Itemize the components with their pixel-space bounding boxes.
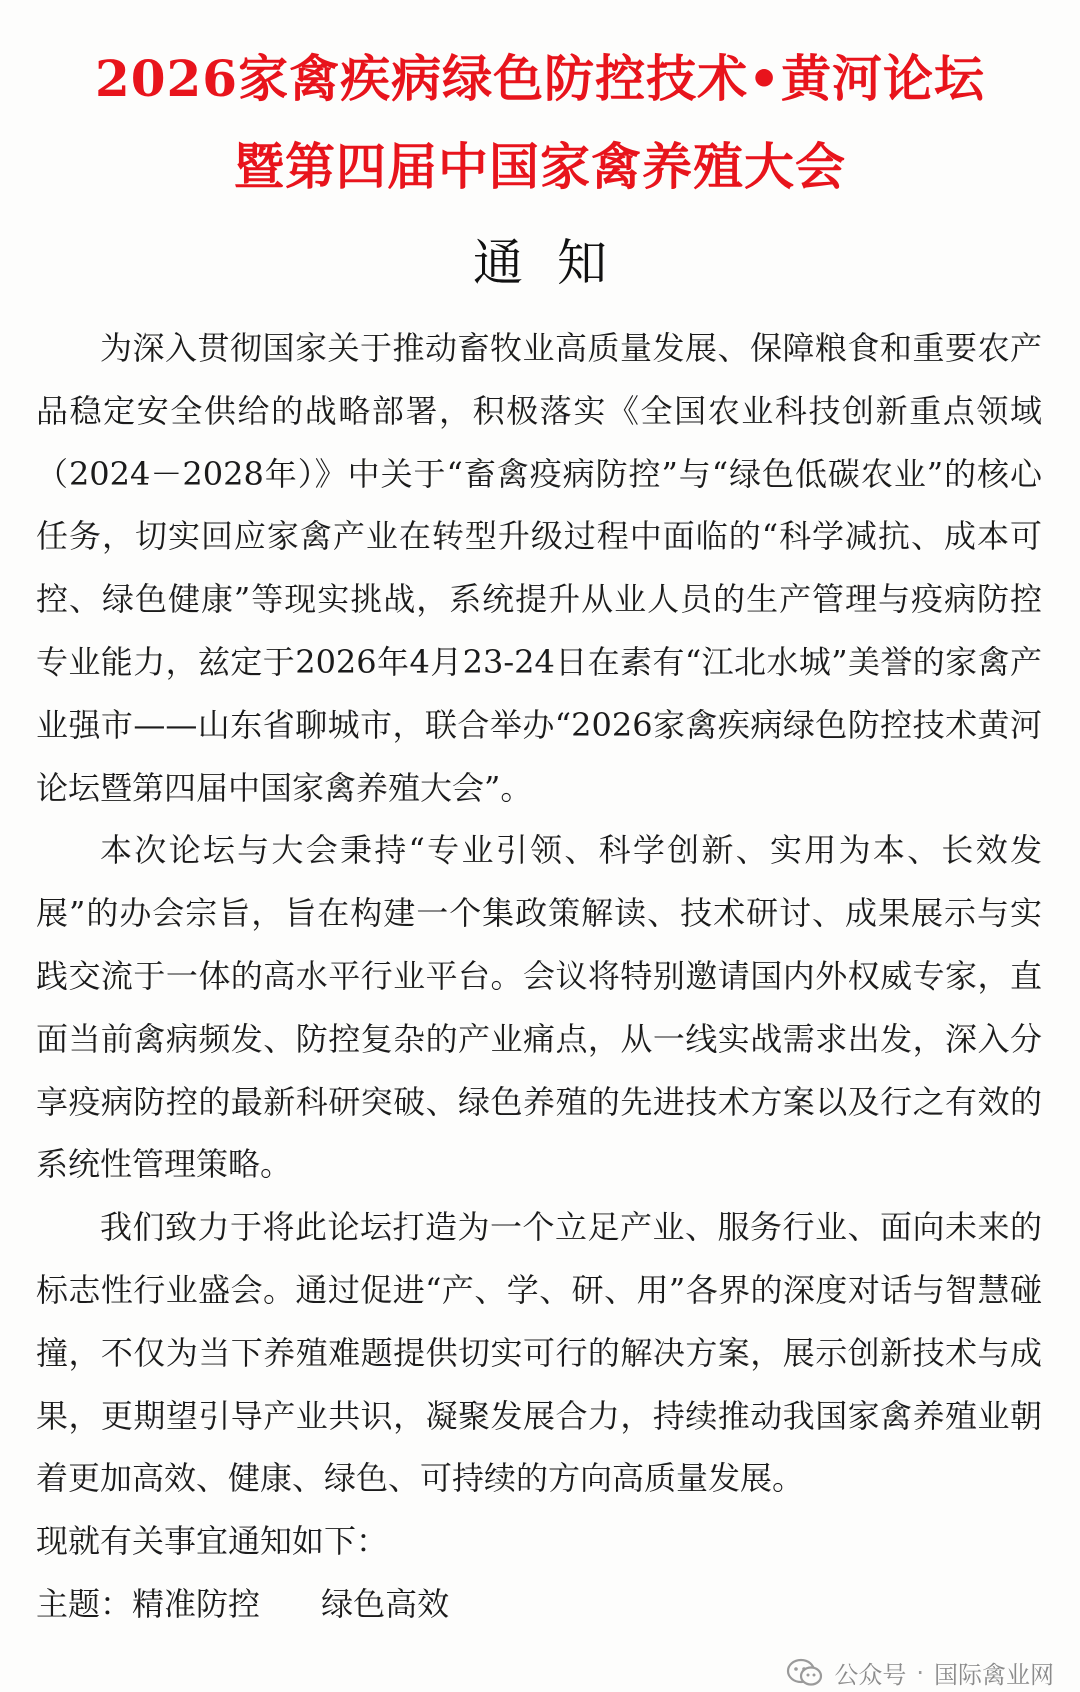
theme-row [36,1573,1042,1636]
title-line-1: 2026家禽疾病绿色防控技术•黄河论坛 [94,49,986,108]
watermark-source: 国际禽业网 [934,1661,1054,1689]
paragraph-2: 本次论坛与大会秉持“专业引领、科学创新、实用为本、长效发展”的办会宗旨，旨在构建一个集政策解读、技术研讨、成果展示与实践交流于一体的高水平行业平台。会议将特别邀请国内外权威专家，直面当前禽病频发、防控复杂的产业痛点，从一线实战需求出发，深入分享疫病防控的最新科研突破、绿色养殖的先进技术方案以及行之有效的系统性管理策略。 [36,831,1042,1184]
watermark-account-label: 公众号 [834,1661,907,1689]
paragraph-3: 我们致力于将此论坛打造为一个立足产业、服务行业、面向未来的标志性行业盛会。通过促进“产、学、研、用”各界的深度对话与智慧碰撞，不仅为当下养殖难题提供切实可行的解决方案，展示创新技术与成果，更期望引导产业共识，凝聚发展合力，持续推动我国家禽养殖业朝着更加高效、健康、绿色、可持续的方向高质量发展。 [36,1208,1042,1498]
notice-body [36,317,1042,1636]
theme-part-2: 绿色高效 [321,1584,450,1623]
theme-part-1: 精准防控 [132,1584,261,1623]
title-line-2: 暨第四届中国家禽养殖大会 [234,137,846,196]
closing-line: 现就有关事宜通知如下： [36,1522,389,1561]
notice-heading: 通知 [473,234,641,292]
watermark-separator: · [916,1658,924,1687]
wechat-watermark [786,1655,1054,1690]
wechat-icon [786,1658,824,1688]
theme-label: 主题： [36,1584,133,1623]
paragraph-1: 为深入贯彻国家关于推动畜牧业高质量发展、保障粮食和重要农产品稳定安全供给的战略部署，积极落实《全国农业科技创新重点领域（2024－2028年）》中关于“畜禽疫病防控”与“绿色低碳农业”的核心任务，切实回应家禽产业在转型升级过程中面临的“科学减抗、成本可控、绿色健康”等现实挑战，系统提升从业人员的生产管理与疫病防控专业能力，兹定于2026年4月23-24日在素有“江北水城”美誉的家禽产业强市——山东省聊城市，联合举办“2026家禽疾病绿色防控技术黄河论坛暨第四届中国家禽养殖大会”。 [36,329,1042,807]
